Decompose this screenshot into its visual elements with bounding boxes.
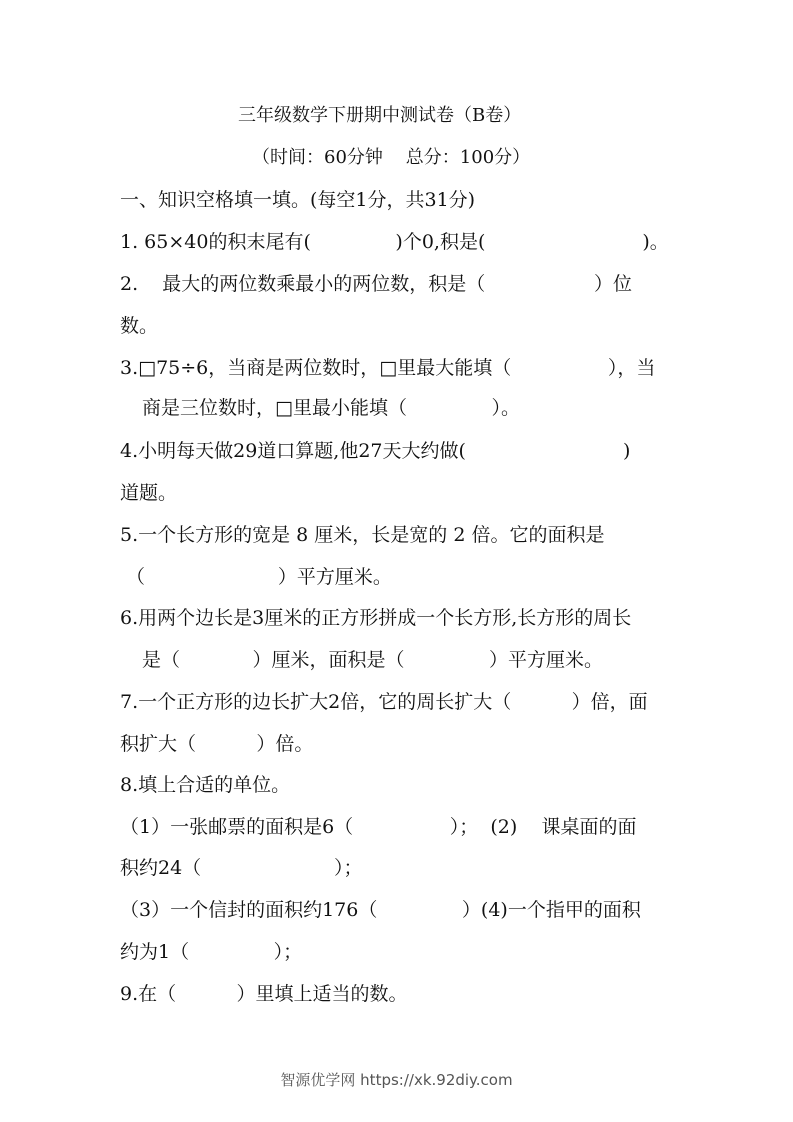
question-8-part-3-line-1: （3）一个信封的面积约176（ ）(4)一个指甲的面积 bbox=[120, 899, 641, 921]
question-3-line-2: 商是三位数时，□里最小能填（ ）。 bbox=[142, 397, 521, 419]
question-5-line-1: 5.一个长方形的宽是 8 厘米，长是宽的 2 倍。它的面积是 bbox=[120, 524, 605, 546]
question-8-part-1-line-2: 积约24（ ）； bbox=[120, 857, 363, 879]
question-4-line-1: 4.小明每天做29道口算题,他27天大约做( ) bbox=[120, 440, 631, 462]
question-3-line-1: 3.□75÷6，当商是两位数时，□里最大能填（ ），当 bbox=[120, 357, 656, 379]
question-8-part-1-line-1: （1）一张邮票的面积是6（ ）； (2) 课桌面的面 bbox=[120, 816, 637, 838]
section-heading: 一、知识空格填一填。(每空1分，共31分) bbox=[120, 189, 476, 211]
question-9: 9.在（ ）里填上适当的数。 bbox=[120, 983, 408, 1005]
question-8-part-3-line-2: 约为1（ ）； bbox=[120, 941, 303, 963]
question-2-line-2: 数。 bbox=[120, 315, 159, 337]
question-8: 8.填上合适的单位。 bbox=[120, 774, 291, 796]
question-7-line-2: 积扩大（ ）倍。 bbox=[120, 733, 314, 755]
question-6-line-2: 是（ ）厘米，面积是（ ）平方厘米。 bbox=[142, 649, 604, 671]
question-4-line-2: 道题。 bbox=[120, 482, 178, 504]
question-1: 1. 65×40的积末尾有( )个0,积是( )。 bbox=[120, 231, 669, 253]
question-2-line-1: 2. 最大的两位数乘最小的两位数，积是（ ）位 bbox=[120, 273, 632, 295]
question-6-line-1: 6.用两个边长是3厘米的正方形拼成一个长方形,长方形的周长 bbox=[120, 607, 632, 629]
page-subtitle: （时间：60分钟 总分：100分） bbox=[252, 147, 531, 168]
footer-watermark: 智源优学网 https://xk.92diy.com bbox=[280, 1071, 513, 1089]
page-title: 三年级数学下册期中测试卷（B卷） bbox=[238, 105, 522, 126]
question-5-line-2: （ ）平方厘米。 bbox=[126, 566, 392, 588]
question-7-line-1: 7.一个正方形的边长扩大2倍，它的周长扩大（ ）倍，面 bbox=[120, 691, 648, 713]
